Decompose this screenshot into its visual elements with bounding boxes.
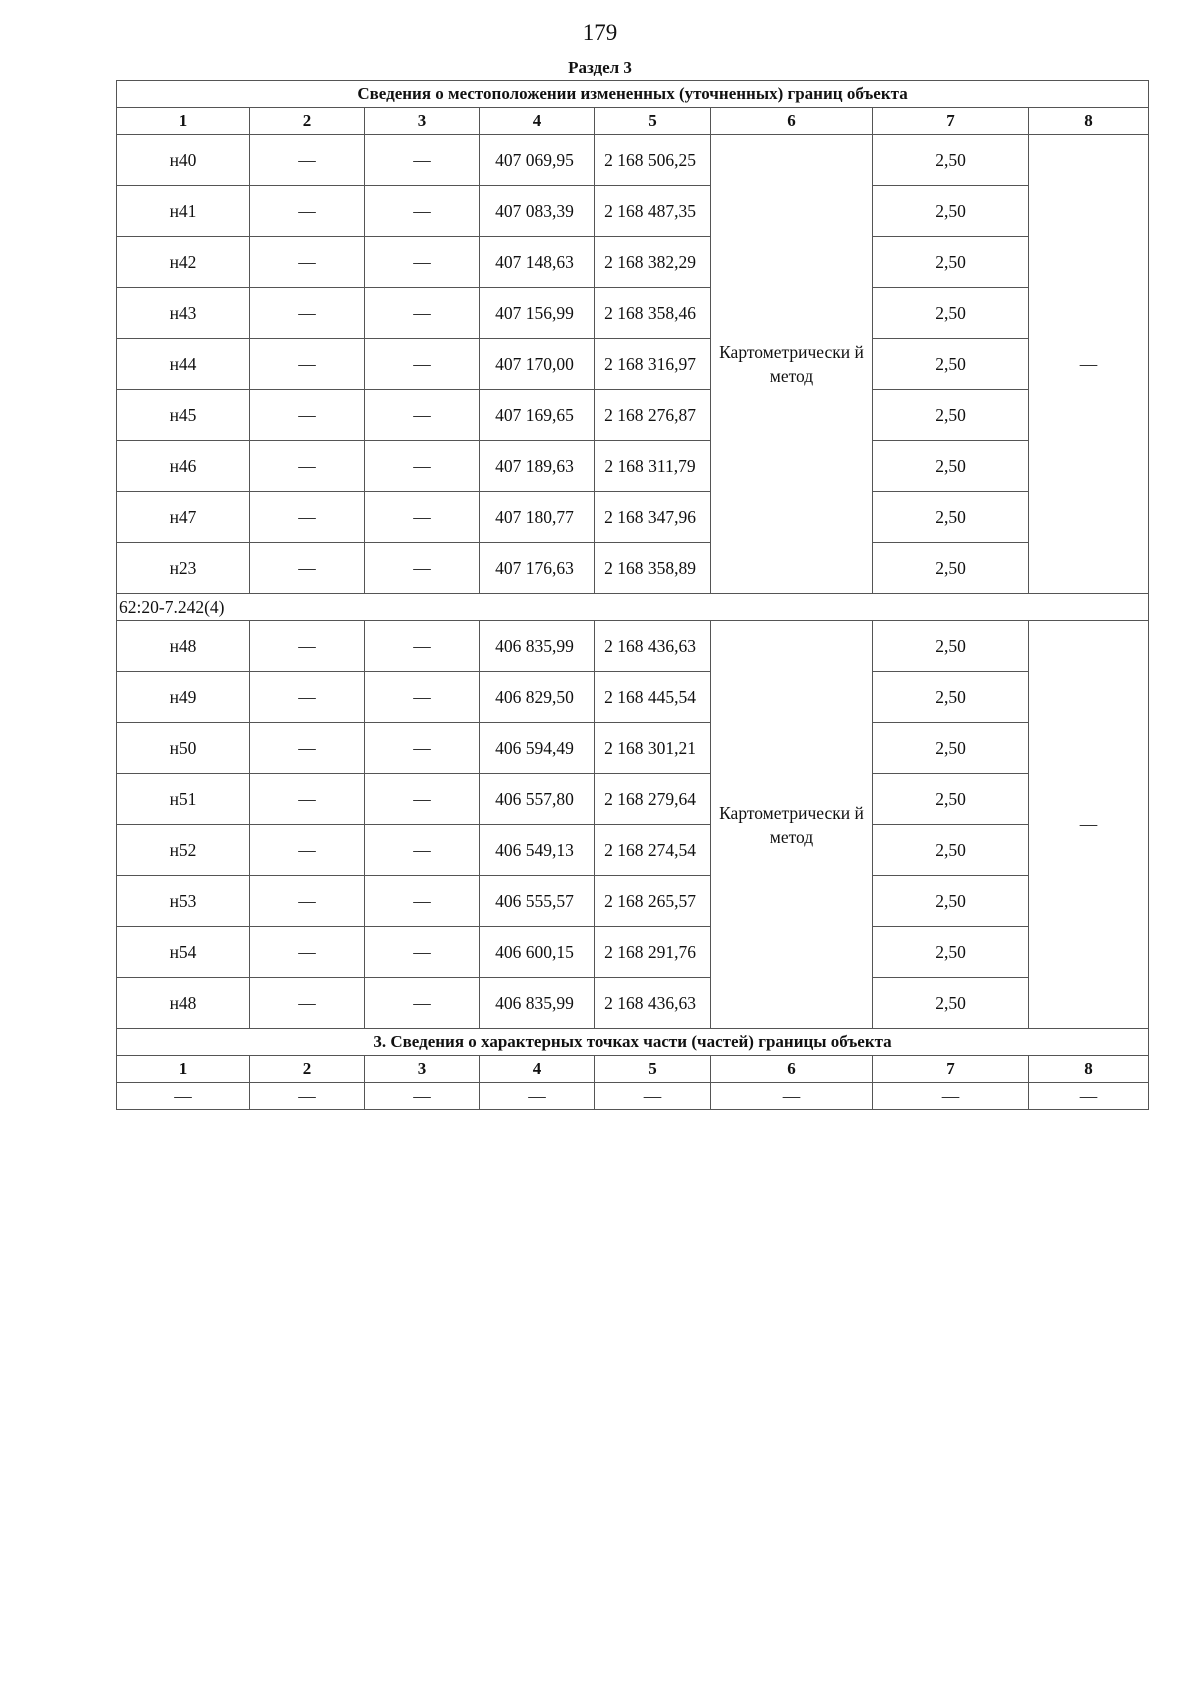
- accuracy-value: 2,50: [873, 621, 1029, 672]
- table-row: [117, 774, 1149, 825]
- accuracy-value: 2,50: [873, 135, 1029, 186]
- column-3-value: —: [365, 288, 480, 339]
- column-3-value: —: [365, 237, 480, 288]
- table-row: [117, 672, 1149, 723]
- accuracy-value: 2,50: [873, 288, 1029, 339]
- accuracy-value: 2,50: [873, 723, 1029, 774]
- column-3-value: —: [365, 774, 480, 825]
- accuracy-value: 2,50: [873, 237, 1029, 288]
- x-coordinate: 406 835,99: [480, 978, 595, 1029]
- y-coordinate: 2 168 436,63: [595, 621, 711, 672]
- table-row: [117, 978, 1149, 1029]
- point-name: н53: [117, 876, 250, 927]
- point-name: н52: [117, 825, 250, 876]
- table-row: [117, 1083, 1149, 1110]
- table-row: [117, 237, 1149, 288]
- parts-column-number: 6: [711, 1056, 873, 1083]
- column-3-value: —: [365, 543, 480, 594]
- table-row: [117, 441, 1149, 492]
- point-name: н40: [117, 135, 250, 186]
- point-name: н42: [117, 237, 250, 288]
- table-row: [117, 492, 1149, 543]
- column-3-value: —: [365, 825, 480, 876]
- parts-column-number: 4: [480, 1056, 595, 1083]
- parts-empty-value: —: [250, 1083, 365, 1110]
- column-2-value: —: [250, 978, 365, 1029]
- y-coordinate: 2 168 311,79: [595, 441, 711, 492]
- table-row: [117, 339, 1149, 390]
- accuracy-value: 2,50: [873, 339, 1029, 390]
- column-2-value: —: [250, 774, 365, 825]
- parts-column-number: 8: [1029, 1056, 1149, 1083]
- accuracy-value: 2,50: [873, 441, 1029, 492]
- column-2-value: —: [250, 672, 365, 723]
- column-2-value: —: [250, 621, 365, 672]
- table-row: [117, 288, 1149, 339]
- x-coordinate: 406 555,57: [480, 876, 595, 927]
- parts-empty-value: —: [480, 1083, 595, 1110]
- column-3-value: —: [365, 621, 480, 672]
- x-coordinate: 407 169,65: [480, 390, 595, 441]
- accuracy-value: 2,50: [873, 390, 1029, 441]
- column-number: 8: [1029, 108, 1149, 135]
- table-row: [117, 876, 1149, 927]
- point-name: н44: [117, 339, 250, 390]
- point-name: н43: [117, 288, 250, 339]
- x-coordinate: 407 180,77: [480, 492, 595, 543]
- column-3-value: —: [365, 186, 480, 237]
- column-3-value: —: [365, 390, 480, 441]
- point-name: н50: [117, 723, 250, 774]
- accuracy-value: 2,50: [873, 672, 1029, 723]
- boundary-table: [116, 80, 1149, 1110]
- column-2-value: —: [250, 339, 365, 390]
- parts-column-number: 2: [250, 1056, 365, 1083]
- page-number: 179: [582, 20, 618, 45]
- x-coordinate: 406 835,99: [480, 621, 595, 672]
- column-2-value: —: [250, 390, 365, 441]
- column-2-value: —: [250, 876, 365, 927]
- column-3-value: —: [365, 876, 480, 927]
- column-2-value: —: [250, 927, 365, 978]
- column-3-value: —: [365, 441, 480, 492]
- accuracy-value: 2,50: [873, 927, 1029, 978]
- column-8-value: —: [1029, 135, 1149, 594]
- y-coordinate: 2 168 382,29: [595, 237, 711, 288]
- x-coordinate: 406 829,50: [480, 672, 595, 723]
- accuracy-value: 2,50: [873, 825, 1029, 876]
- column-3-value: —: [365, 492, 480, 543]
- parts-caption: 3. Сведения о характерных точках части (частей) границы объекта: [117, 1029, 1149, 1056]
- column-2-value: —: [250, 543, 365, 594]
- x-coordinate: 407 069,95: [480, 135, 595, 186]
- x-coordinate: 407 148,63: [480, 237, 595, 288]
- method-cell: Картометрически й метод: [711, 135, 873, 594]
- accuracy-value: 2,50: [873, 978, 1029, 1029]
- point-name: н46: [117, 441, 250, 492]
- column-2-value: —: [250, 135, 365, 186]
- parts-column-number: 5: [595, 1056, 711, 1083]
- table-row: [117, 390, 1149, 441]
- x-coordinate: 407 156,99: [480, 288, 595, 339]
- point-name: н41: [117, 186, 250, 237]
- column-number: 7: [873, 108, 1029, 135]
- x-coordinate: 407 170,00: [480, 339, 595, 390]
- point-name: н48: [117, 621, 250, 672]
- parts-empty-value: —: [1029, 1083, 1149, 1110]
- column-3-value: —: [365, 135, 480, 186]
- y-coordinate: 2 168 301,21: [595, 723, 711, 774]
- x-coordinate: 406 600,15: [480, 927, 595, 978]
- column-2-value: —: [250, 237, 365, 288]
- x-coordinate: 407 189,63: [480, 441, 595, 492]
- x-coordinate: 406 594,49: [480, 723, 595, 774]
- y-coordinate: 2 168 347,96: [595, 492, 711, 543]
- point-name: н51: [117, 774, 250, 825]
- parts-empty-value: —: [873, 1083, 1029, 1110]
- column-2-value: —: [250, 723, 365, 774]
- column-8-value: —: [1029, 621, 1149, 1029]
- section-title: Раздел 3: [568, 58, 632, 77]
- x-coordinate: 406 549,13: [480, 825, 595, 876]
- x-coordinate: 407 083,39: [480, 186, 595, 237]
- table-row: [117, 135, 1149, 186]
- column-number: 2: [250, 108, 365, 135]
- accuracy-value: 2,50: [873, 492, 1029, 543]
- y-coordinate: 2 168 436,63: [595, 978, 711, 1029]
- point-name: н45: [117, 390, 250, 441]
- column-3-value: —: [365, 927, 480, 978]
- accuracy-value: 2,50: [873, 186, 1029, 237]
- x-coordinate: 407 176,63: [480, 543, 595, 594]
- parts-empty-value: —: [595, 1083, 711, 1110]
- accuracy-value: 2,50: [873, 876, 1029, 927]
- point-name: н49: [117, 672, 250, 723]
- parts-column-number: 7: [873, 1056, 1029, 1083]
- y-coordinate: 2 168 291,76: [595, 927, 711, 978]
- table-row: [117, 825, 1149, 876]
- table-row: [117, 927, 1149, 978]
- y-coordinate: 2 168 279,64: [595, 774, 711, 825]
- column-3-value: —: [365, 723, 480, 774]
- parts-empty-value: —: [365, 1083, 480, 1110]
- y-coordinate: 2 168 445,54: [595, 672, 711, 723]
- table-row: [117, 186, 1149, 237]
- column-number: 1: [117, 108, 250, 135]
- y-coordinate: 2 168 487,35: [595, 186, 711, 237]
- column-3-value: —: [365, 978, 480, 1029]
- method-cell: Картометрически й метод: [711, 621, 873, 1029]
- y-coordinate: 2 168 316,97: [595, 339, 711, 390]
- column-2-value: —: [250, 441, 365, 492]
- column-number: 4: [480, 108, 595, 135]
- column-3-value: —: [365, 672, 480, 723]
- point-name: н48: [117, 978, 250, 1029]
- column-number: 3: [365, 108, 480, 135]
- point-name: н54: [117, 927, 250, 978]
- accuracy-value: 2,50: [873, 543, 1029, 594]
- point-name: н47: [117, 492, 250, 543]
- table-row: [117, 543, 1149, 594]
- parts-empty-value: —: [711, 1083, 873, 1110]
- y-coordinate: 2 168 274,54: [595, 825, 711, 876]
- y-coordinate: 2 168 276,87: [595, 390, 711, 441]
- column-2-value: —: [250, 825, 365, 876]
- parts-column-number: 3: [365, 1056, 480, 1083]
- column-number: 6: [711, 108, 873, 135]
- point-name: н23: [117, 543, 250, 594]
- column-number: 5: [595, 108, 711, 135]
- column-2-value: —: [250, 288, 365, 339]
- parts-column-number: 1: [117, 1056, 250, 1083]
- y-coordinate: 2 168 506,25: [595, 135, 711, 186]
- y-coordinate: 2 168 358,46: [595, 288, 711, 339]
- column-3-value: —: [365, 339, 480, 390]
- table-row: [117, 723, 1149, 774]
- table-caption: Сведения о местоположении измененных (уточненных) границ объекта: [117, 81, 1149, 108]
- column-2-value: —: [250, 186, 365, 237]
- parts-empty-value: —: [117, 1083, 250, 1110]
- column-2-value: —: [250, 492, 365, 543]
- table-row: [117, 621, 1149, 672]
- y-coordinate: 2 168 358,89: [595, 543, 711, 594]
- accuracy-value: 2,50: [873, 774, 1029, 825]
- group-label: 62:20-7.242(4): [117, 594, 1149, 621]
- y-coordinate: 2 168 265,57: [595, 876, 711, 927]
- x-coordinate: 406 557,80: [480, 774, 595, 825]
